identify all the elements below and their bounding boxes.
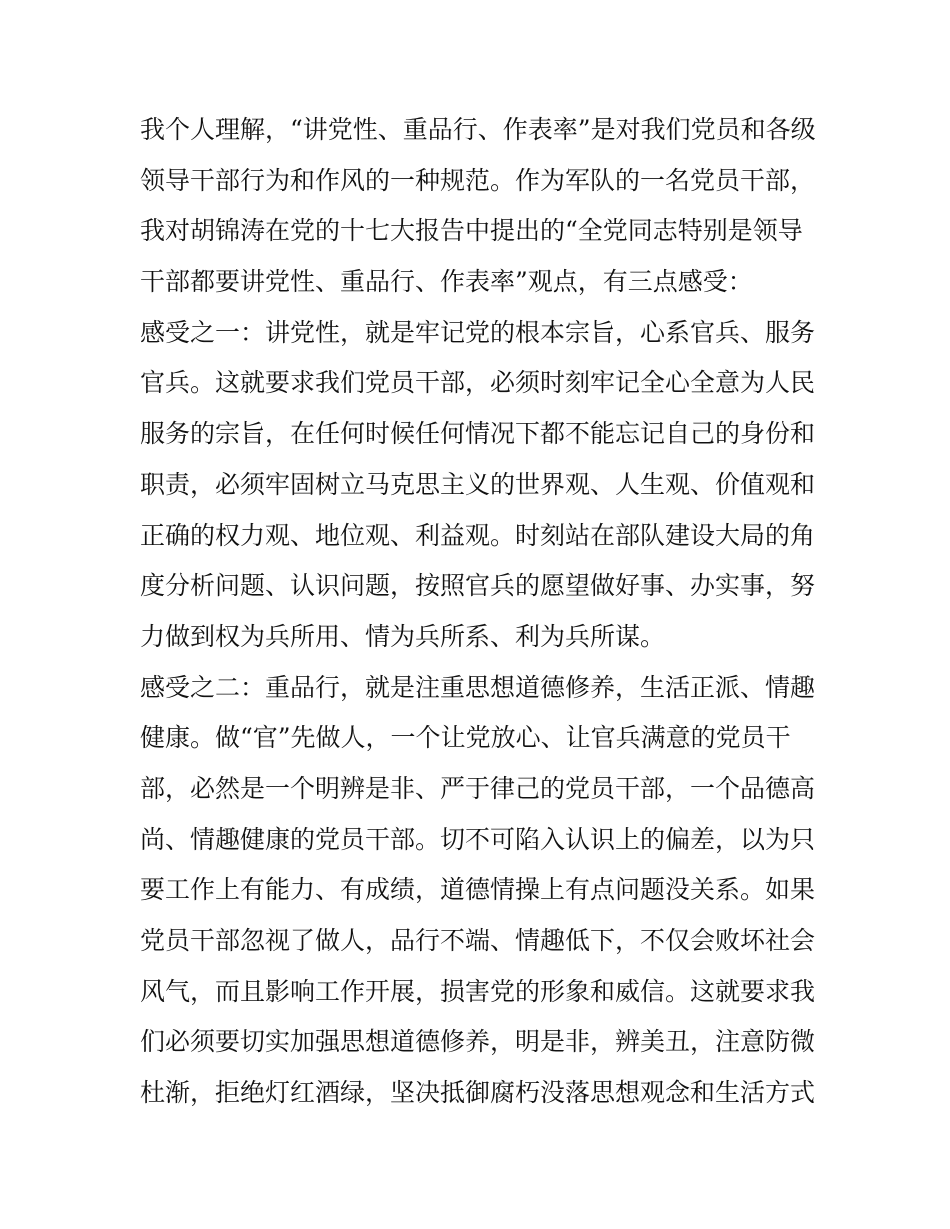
text-line: 职责，必须牢固树立马克思主义的世界观、人生观、价值观和 [140,469,816,499]
paragraph-intro [140,105,820,308]
text-line: 党员干部忽视了做人，品行不端、情趣低下，不仅会败坏社会 [140,926,816,955]
text-line: 干部都要讲党性、重品行、作表率”观点，有三点感受： [140,267,753,297]
document-body [140,105,820,1119]
text-line: 领导干部行为和作风的一种规范。作为军队的一名党员干部， [140,165,816,195]
text-line: 部，必然是一个明辨是非、严于律己的党员干部，一个品德高 [140,773,816,803]
text-line: 感受之二：重品行，就是注重思想道德修养，生活正派、情趣 [140,672,816,702]
text-line: 我对胡锦涛在党的十七大报告中提出的“全党同志特别是领导 [140,216,803,246]
text-line: 风气，而且影响工作开展，损害党的形象和威信。这就要求我 [140,976,816,1006]
paragraph-feeling-two [140,663,820,1119]
text-line: 要工作上有能力、有成绩，道德情操上有点问题没关系。如果 [140,875,816,905]
text-line: 正确的权力观、地位观、利益观。时刻站在部队建设大局的角 [140,520,816,550]
text-line: 度分析问题、认识问题，按照官兵的愿望做好事、办实事，努 [140,571,816,601]
text-line: 力做到权为兵所用、情为兵所系、利为兵所谋。 [140,621,666,651]
text-line: 杜渐，拒绝灯红酒绿，坚决抵御腐朽没落思想观念和生活方式 [140,1078,816,1108]
text-line: 尚、情趣健康的党员干部。切不可陷入认识上的偏差，以为只 [140,824,816,854]
text-line: 官兵。这就要求我们党员干部，必须时刻牢记全心全意为人民 [140,368,816,398]
text-line: 感受之一：讲党性，就是牢记党的根本宗旨，心系官兵、服务 [140,317,816,347]
paragraph-feeling-one [140,308,820,663]
text-line: 我个人理解，“讲党性、重品行、作表率”是对我们党员和各级 [140,115,816,144]
text-line: 服务的宗旨，在任何时候任何情况下都不能忘记自己的身份和 [140,419,816,449]
text-line: 健康。做“官”先做人，一个让党放心、让官兵满意的党员干 [140,723,791,753]
text-line: 们必须要切实加强思想道德修养，明是非，辨美丑，注意防微 [140,1027,816,1057]
